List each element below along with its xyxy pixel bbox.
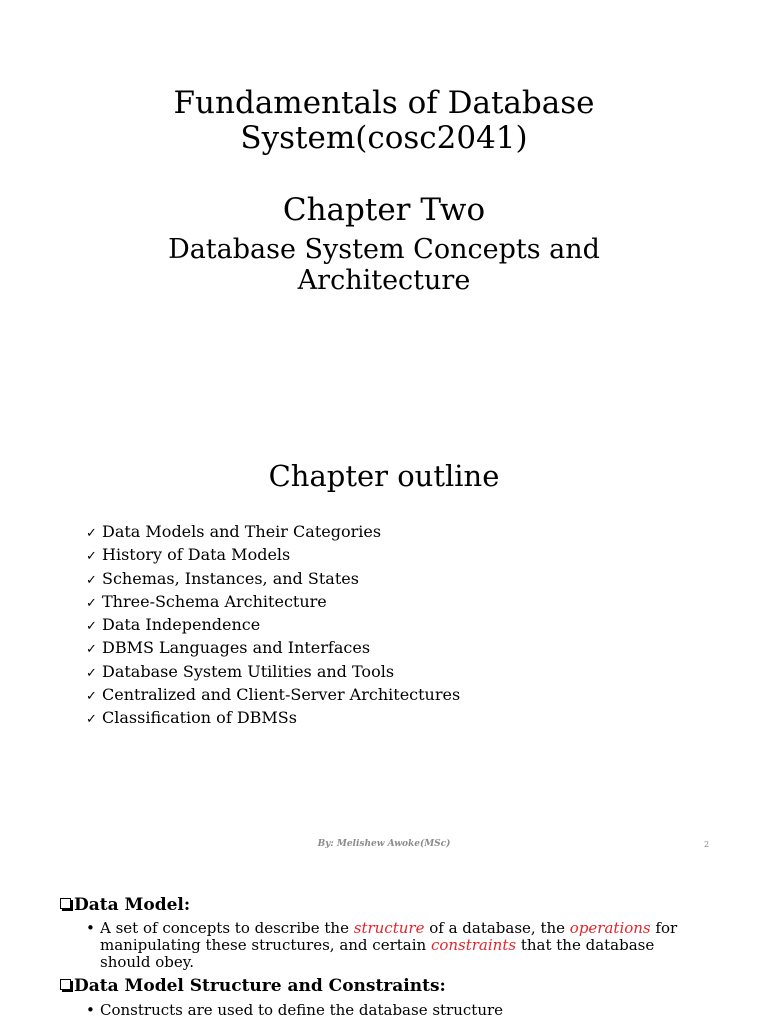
checkmark-icon: ✓ — [86, 712, 97, 728]
checkmark-icon: ✓ — [86, 689, 97, 705]
subtitle-line-2: Architecture — [297, 265, 471, 296]
text-span: A set of concepts to describe the — [100, 919, 354, 937]
highlight-structure: structure — [353, 919, 425, 937]
text-span: manipulating these structures, and certain — [100, 936, 431, 954]
checkmark-icon: ✓ — [86, 526, 97, 541]
list-item — [86, 543, 460, 566]
outline-item-label: Data Models and Their Categories — [102, 522, 382, 541]
list-item — [86, 613, 460, 636]
outline-item-label: Schemas, Instances, and States — [102, 568, 359, 588]
list-item — [86, 567, 460, 590]
checkbox-bullet-icon — [60, 979, 71, 990]
list-item — [86, 590, 460, 613]
subtitle-line-1: Database System Concepts and — [168, 234, 600, 265]
list-item — [86, 520, 460, 543]
title-line-2: System(cosc2041) — [240, 120, 528, 156]
chapter-subtitle — [0, 234, 768, 296]
bullet-icon: • — [86, 1001, 95, 1019]
outline-item-label: Classification of DBMSs — [102, 708, 297, 728]
outline-item-label: DBMS Languages and Interfaces — [102, 638, 371, 658]
checkmark-icon: ✓ — [86, 572, 97, 588]
text-span: should obey. — [100, 953, 194, 971]
list-item — [86, 636, 460, 659]
text-span: for — [650, 919, 678, 937]
outline-item-label: History of Data Models — [102, 545, 291, 565]
outline-title: Chapter outline — [268, 459, 500, 493]
checkmark-icon: ✓ — [86, 619, 97, 635]
list-item — [86, 683, 460, 706]
structure-constraints-definition — [86, 1002, 726, 1019]
highlight-constraints: constraints — [430, 936, 517, 954]
heading-label: Data Model Structure and Constraints: — [74, 976, 446, 996]
list-item — [86, 660, 460, 683]
checkmark-icon: ✓ — [86, 642, 97, 658]
chapter-heading: Chapter Two — [282, 192, 486, 228]
structure-constraints-heading — [60, 976, 446, 996]
outline-item-label: Database System Utilities and Tools — [102, 661, 395, 681]
outline-list — [86, 520, 460, 730]
checkmark-icon: ✓ — [86, 595, 97, 611]
heading-label: Data Model: — [74, 895, 191, 915]
bullet-icon: • — [86, 919, 95, 937]
outline-item-label: Data Independence — [102, 615, 261, 635]
checkmark-icon: ✓ — [86, 549, 97, 565]
slide-footer-author: By: Melishew Awoke(MSc) — [317, 839, 451, 849]
outline-item-label: Three-Schema Architecture — [102, 591, 327, 611]
checkbox-bullet-icon — [60, 898, 71, 909]
slide-page-number: 2 — [704, 840, 710, 849]
highlight-operations: operations — [569, 919, 651, 937]
checkmark-icon: ✓ — [86, 665, 97, 681]
presentation-title — [0, 86, 768, 156]
data-model-definition — [86, 920, 726, 971]
title-line-1: Fundamentals of Database — [173, 85, 595, 121]
text-span: Constructs are used to define the database structure — [100, 1001, 504, 1019]
text-span: that the database — [516, 936, 655, 954]
text-span: of a database, the — [424, 919, 570, 937]
outline-item-label: Centralized and Client-Server Architectures — [102, 685, 461, 705]
list-item — [86, 706, 460, 729]
data-model-heading — [60, 895, 190, 915]
